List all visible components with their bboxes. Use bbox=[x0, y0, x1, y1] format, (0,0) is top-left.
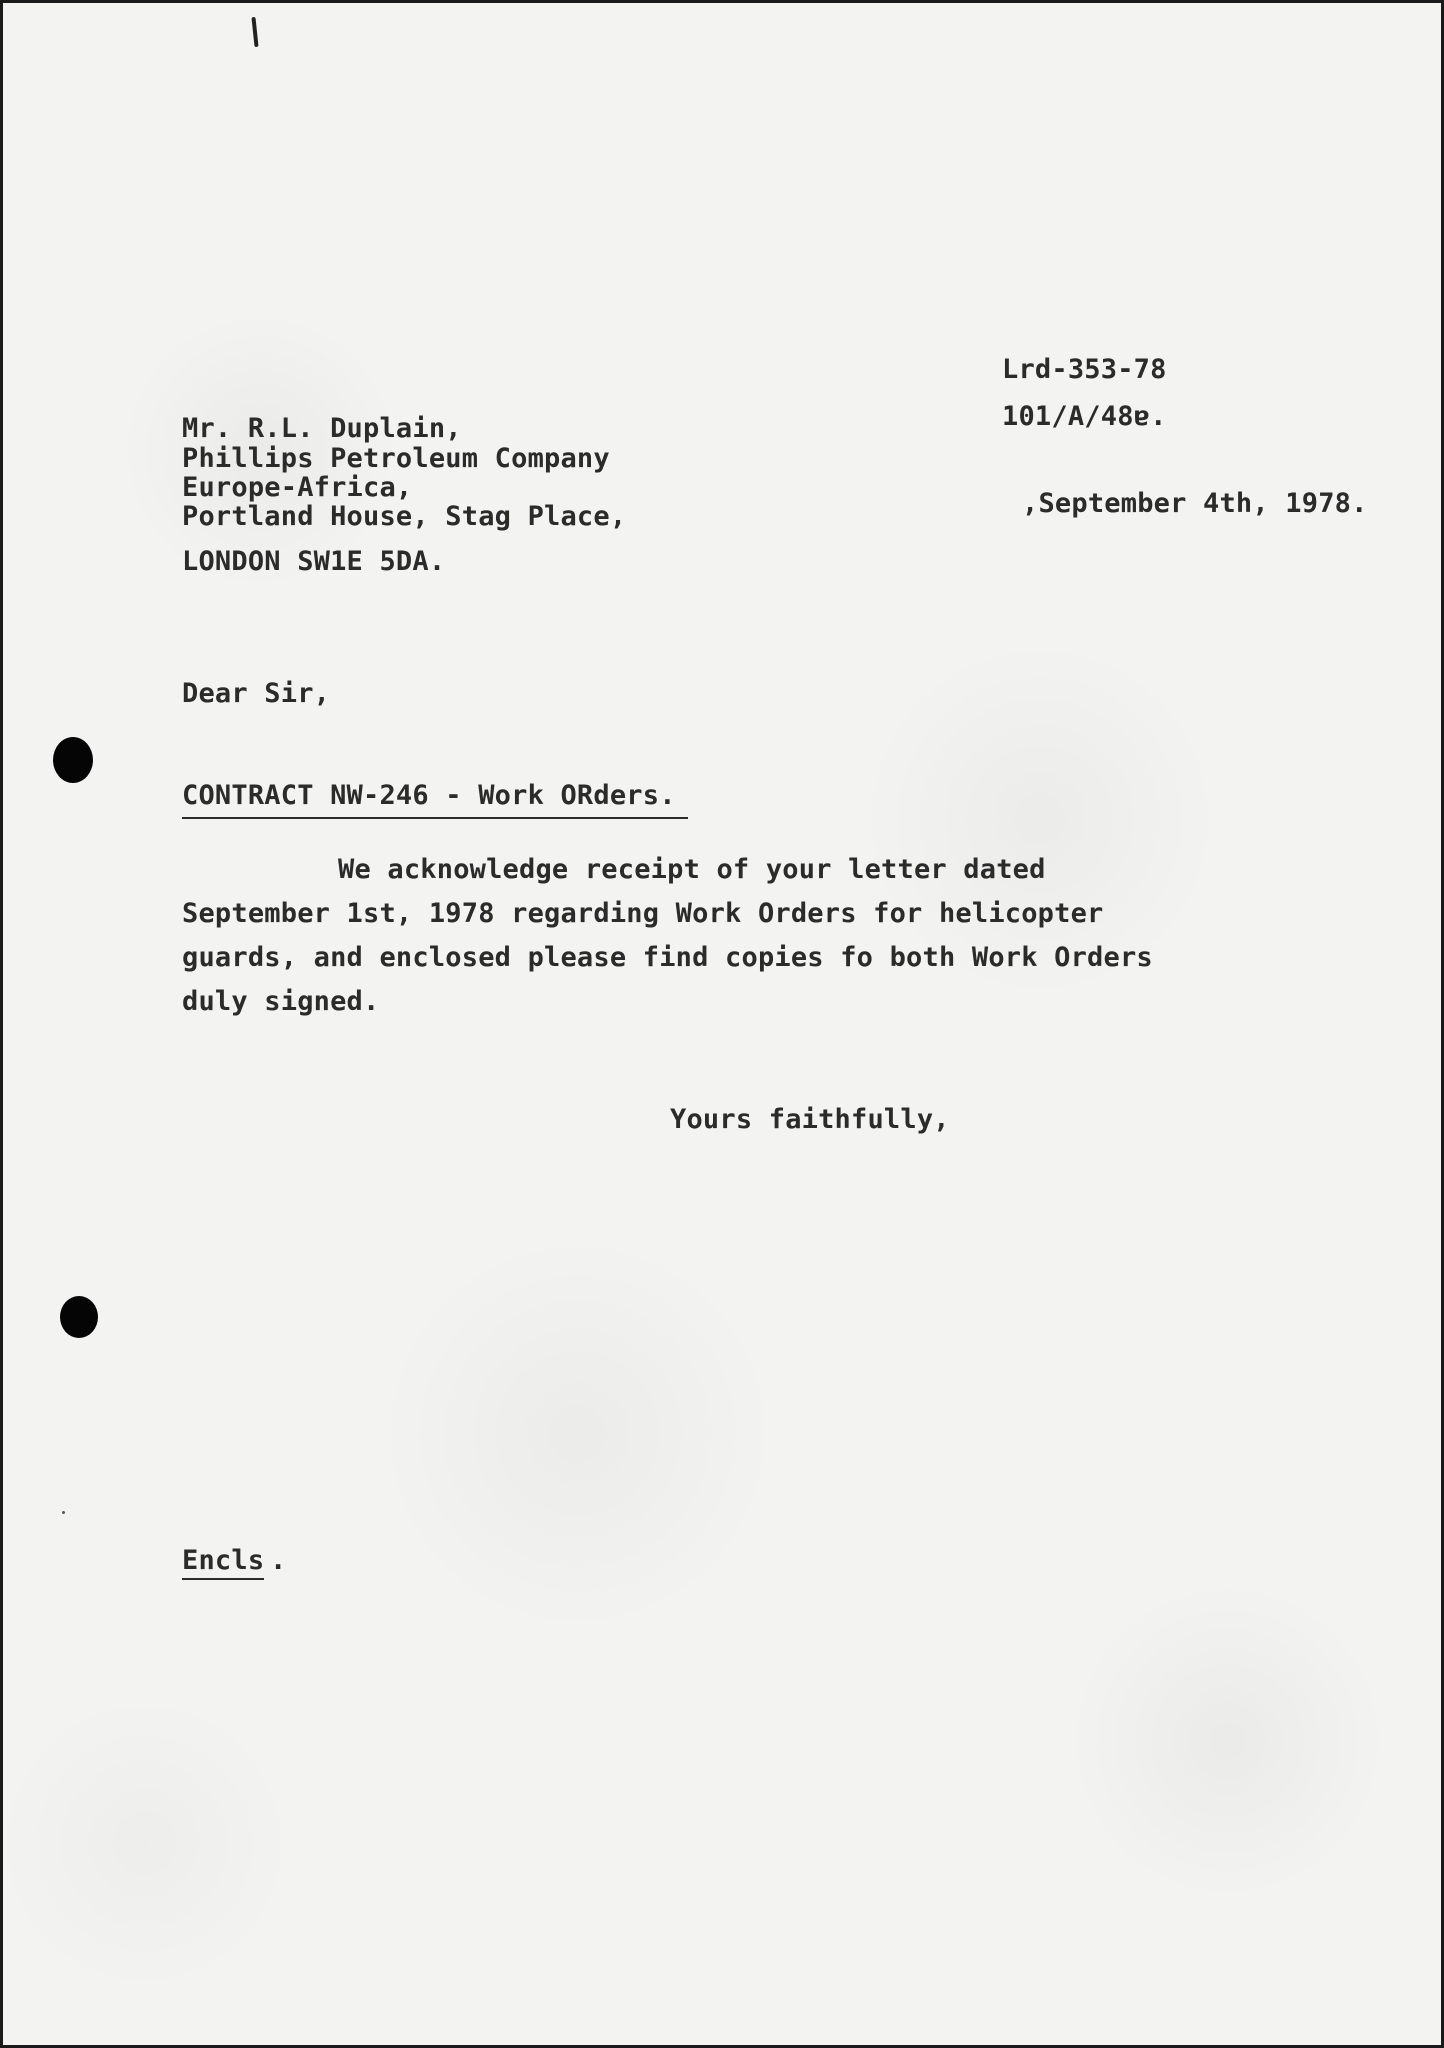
recipient-company: Phillips Petroleum Company bbox=[182, 443, 610, 474]
body-line: duly signed. bbox=[182, 986, 380, 1017]
recipient-name: Mr. R.L. Duplain, bbox=[182, 413, 462, 444]
punch-hole-bottom bbox=[60, 1296, 98, 1338]
subject-line: CONTRACT NW-246 - Work ORders. bbox=[182, 781, 688, 819]
paper-speck bbox=[62, 1511, 65, 1514]
enclosure-note: Encls bbox=[182, 1546, 264, 1580]
recipient-street: Portland House, Stag Place, bbox=[182, 501, 627, 532]
enclosure-period: . bbox=[270, 1545, 287, 1576]
body-line: September 1st, 1978 regarding Work Orders for helicopter bbox=[182, 898, 1104, 929]
recipient-city: LONDON SW1E 5DA. bbox=[182, 546, 446, 577]
body-line: guards, and enclosed please find copies fo both Work Orders bbox=[182, 942, 1153, 973]
closing: Yours faithfully, bbox=[670, 1104, 950, 1135]
tick-mark bbox=[251, 17, 258, 47]
reference-number: Lrd-353-78 bbox=[1002, 354, 1167, 385]
file-reference: 101/A/48ɐ. bbox=[1002, 401, 1167, 432]
salutation: Dear Sir, bbox=[182, 678, 331, 709]
body-line: We acknowledge receipt of your letter dated bbox=[338, 854, 1046, 885]
recipient-division: Europe-Africa, bbox=[182, 472, 413, 503]
letter-date: ,September 4th, 1978. bbox=[1022, 488, 1368, 519]
punch-hole-top bbox=[53, 737, 93, 783]
